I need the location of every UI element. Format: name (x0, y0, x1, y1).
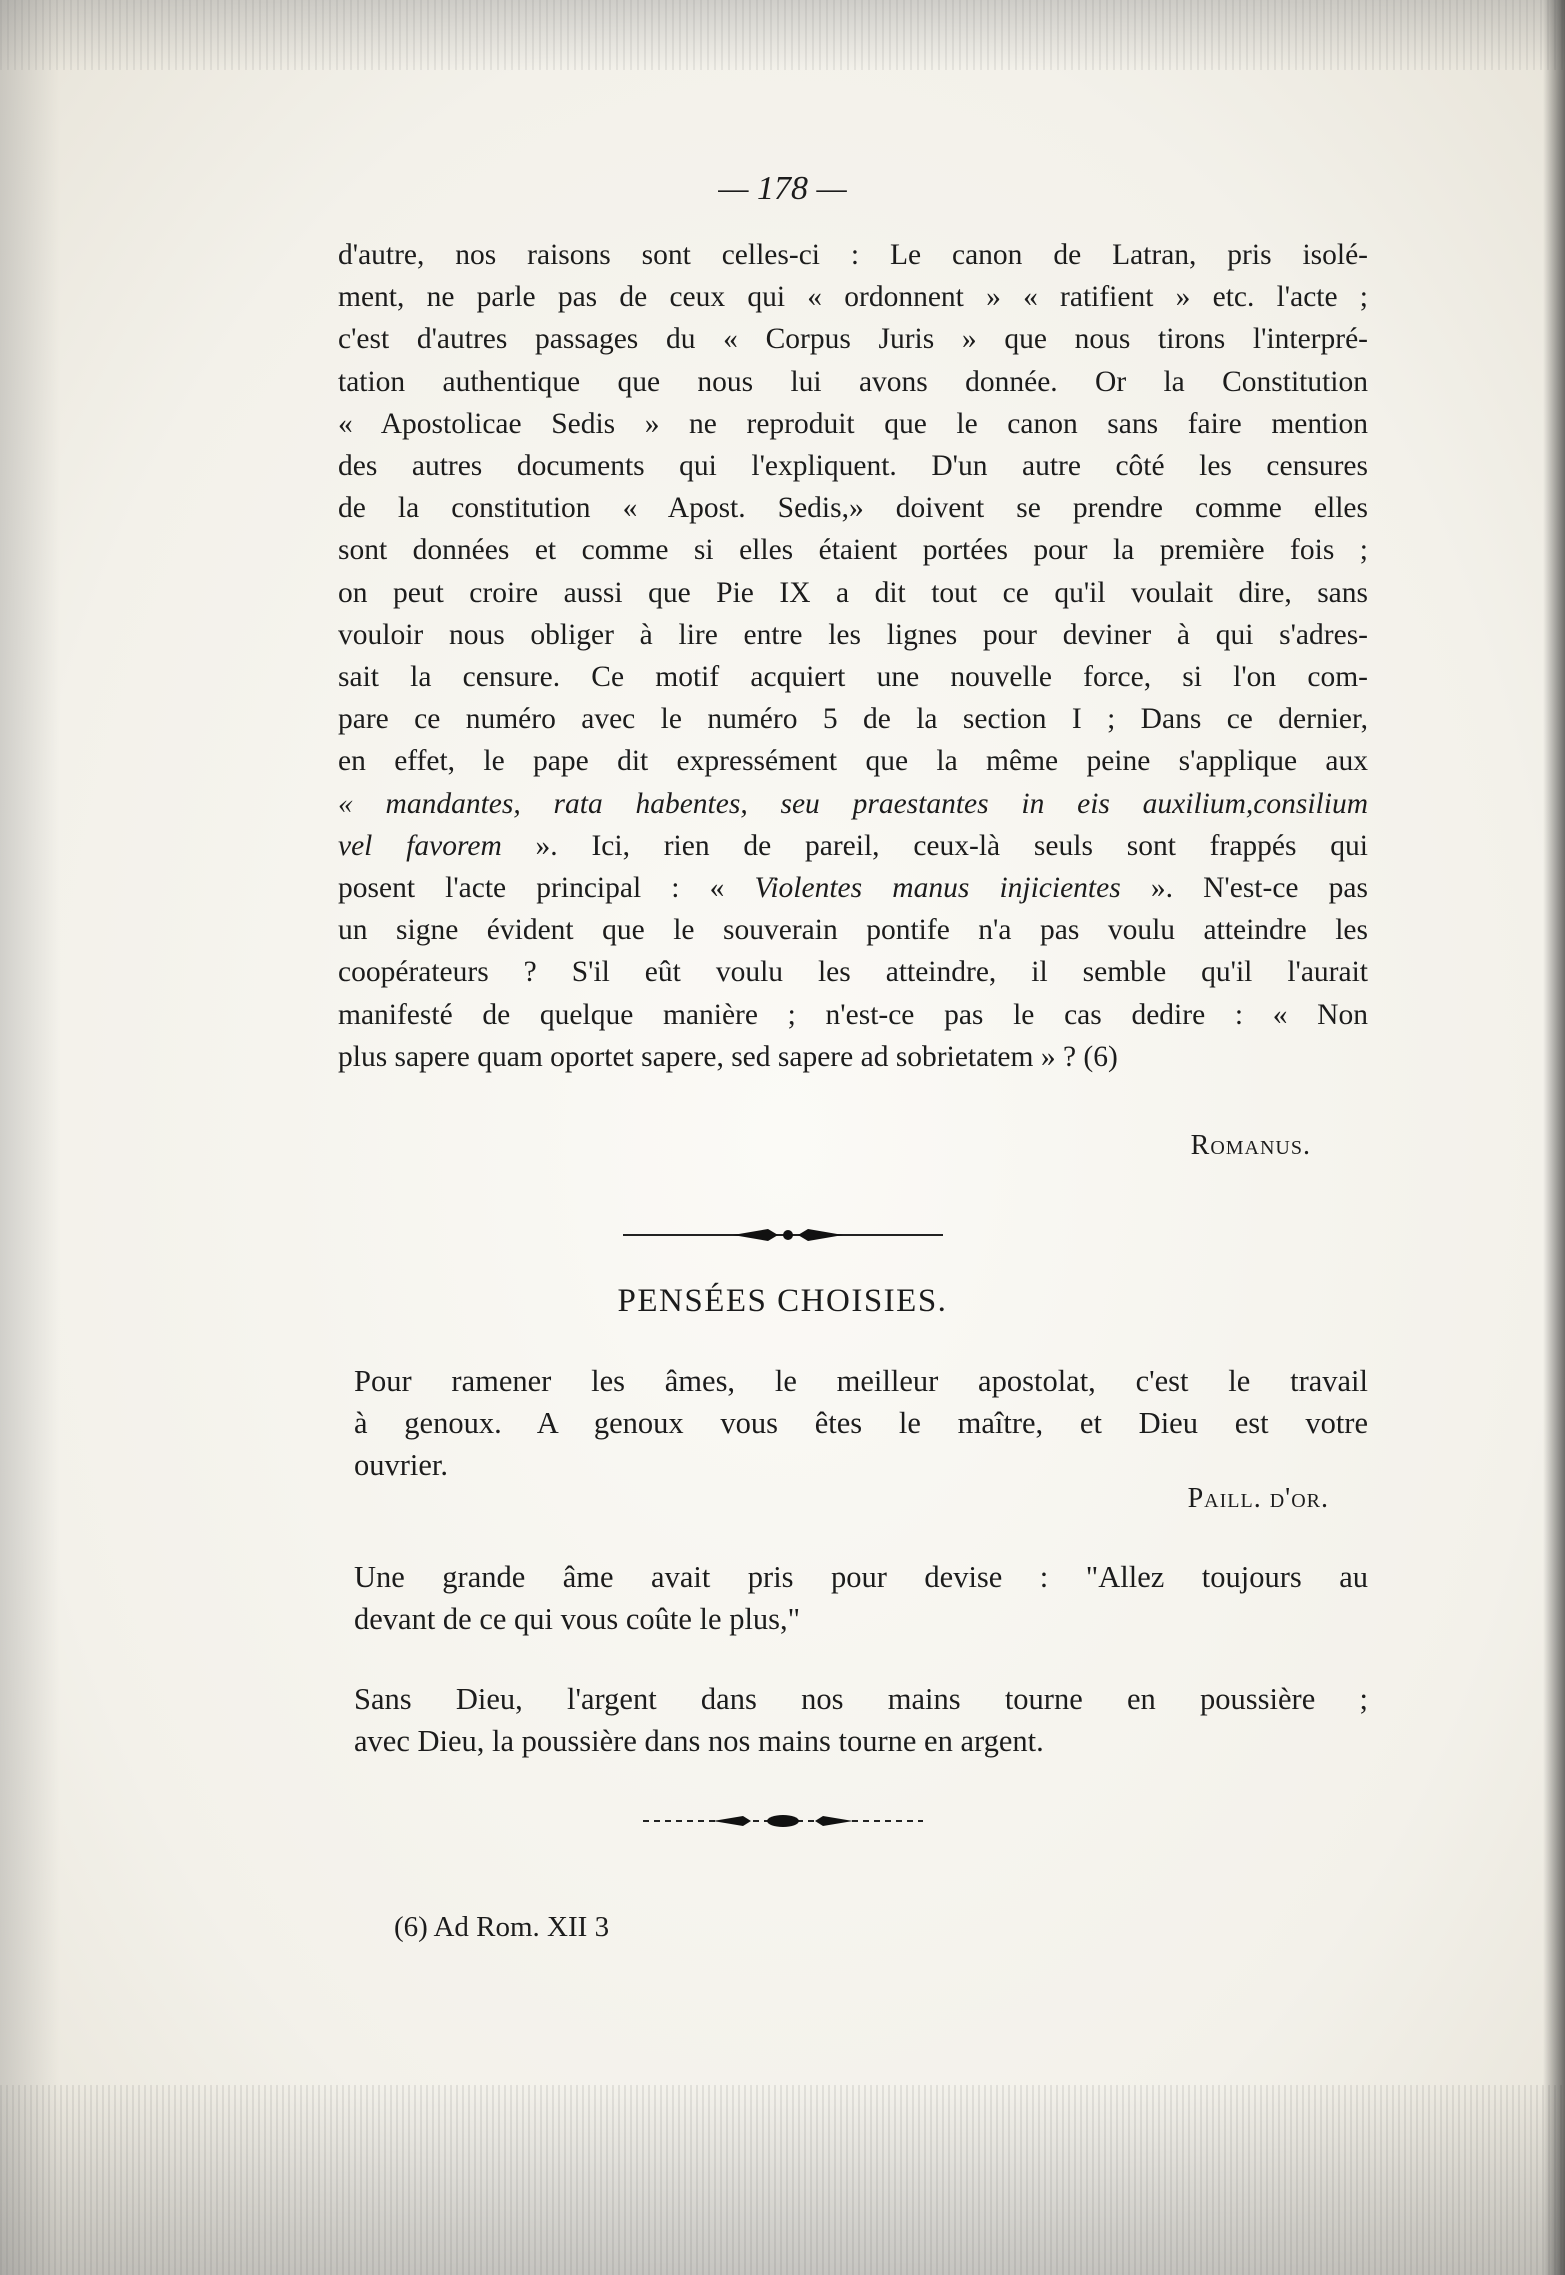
article-line: on peut croire aussi que Pie IX a dit tout ce qu'il voulait dire, sans (338, 576, 1368, 609)
article-line: tation authentique que nous lui avons donnée. Or la Constitution (338, 365, 1368, 398)
thought-line: avec Dieu, la poussière dans nos mains tourne en argent. (354, 1724, 1044, 1758)
article-line-italic (338, 783, 1368, 825)
italic-latin-phrase: Violentes manus injicientes (754, 872, 1121, 905)
article-line: vouloir nous obliger à lire entre les lignes pour deviner à qui s'adres- (338, 618, 1368, 651)
article-line-end: ». N'est-ce pas (1120, 872, 1368, 905)
article-line: des autres documents qui l'expliquent. D'un autre côté les censures (338, 450, 1368, 483)
article-line: coopérateurs ? S'il eût voulu les atteindre, il semble qu'il l'aurait (338, 956, 1368, 989)
article-line: de la constitution « Apost. Sedis,» doivent se prendre comme elles (338, 492, 1368, 525)
thought-line: Une grande âme avait pris pour devise : "Allez toujours au (354, 1560, 1368, 1594)
thought-line: ouvrier. (354, 1448, 449, 1482)
article-line: manifesté de quelque manière ; n'est-ce pas le cas dedire : « Non (338, 998, 1368, 1031)
article-line: ment, ne parle pas de ceux qui « ordonnent » « ratifient » etc. l'acte ; (338, 281, 1368, 314)
thought-1 (354, 1360, 1368, 1486)
page-edge-left (0, 0, 60, 2275)
ornament-divider-bottom (0, 1806, 1565, 1836)
thought-line: Pour ramener les âmes, le meilleur apostolat, c'est le travail (354, 1364, 1368, 1398)
page-edge-top (0, 0, 1565, 70)
article-text (338, 234, 1368, 1078)
ornament-divider-top (0, 1220, 1565, 1250)
article-line (338, 825, 1368, 867)
article-line: en effet, le pape dit expressément que la même peine s'applique aux (338, 745, 1368, 778)
article-line: pare ce numéro avec le numéro 5 de la section I ; Dans ce dernier, (338, 703, 1368, 736)
ornament-rule-icon (603, 1806, 963, 1836)
article-line (338, 867, 1368, 909)
article-line: sont données et comme si elles étaient portées pour la première fois ; (338, 534, 1368, 567)
thought-2 (354, 1556, 1368, 1640)
thought-line: à genoux. A genoux vous êtes le maître, et Dieu est votre (354, 1406, 1368, 1440)
article-line-rest: ». Ici, rien de pareil, ceux-là seuls sont frappés qui (501, 829, 1368, 862)
ornament-rule-icon (603, 1220, 963, 1250)
thought-line: Sans Dieu, l'argent dans nos mains tourne en poussière ; (354, 1682, 1368, 1716)
thought-1-attribution: Paill. d'or. (1187, 1483, 1329, 1514)
article-line: d'autre, nos raisons sont celles-ci : Le canon de Latran, pris isolé- (338, 239, 1368, 271)
page-edge-right (1543, 0, 1565, 2275)
article-line: plus sapere quam oportet sapere, sed sapere ad sobrietatem » ? (6) (338, 1040, 1118, 1073)
thought-3 (354, 1678, 1368, 1762)
article-line: « Apostolicae Sedis » ne reproduit que le canon sans faire mention (338, 407, 1368, 440)
footnote: (6) Ad Rom. XII 3 (394, 1911, 610, 1943)
thought-line: devant de ce qui vous coûte le plus," (354, 1602, 801, 1636)
page-number: — 178 — (718, 170, 847, 207)
section-title: PENSÉES CHOISIES. (617, 1283, 948, 1319)
article-line: c'est d'autres passages du « Corpus Juris » que nous tirons l'interpré- (338, 323, 1368, 356)
article-line-start: posent l'acte principal : « (338, 872, 755, 905)
article-line: un signe évident que le souverain pontife n'a pas voulu atteindre les (338, 914, 1368, 947)
article-signature: Romanus. (1190, 1130, 1311, 1161)
italic-latin-quote: « mandantes, rata habentes, seu praestantes in eis auxilium,consilium (338, 787, 1368, 820)
italic-latin-phrase: vel favorem (338, 829, 502, 862)
page-edge-bottom (0, 2085, 1565, 2275)
article-line: sait la censure. Ce motif acquiert une nouvelle force, si l'on com- (338, 661, 1368, 694)
